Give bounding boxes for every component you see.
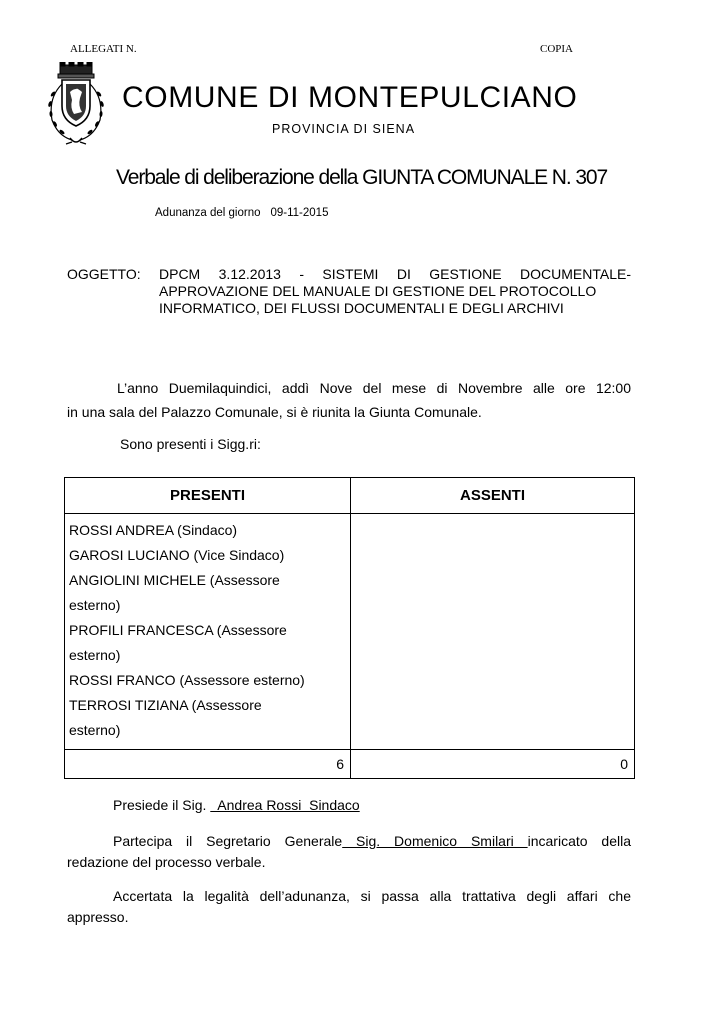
partecipa-prefix: Partecipa il Segretario Generale — [113, 833, 343, 849]
oggetto-text — [159, 266, 631, 317]
list-item: ANGIOLINI MICHELE (Assessore — [69, 572, 280, 588]
accertata-line: appresso. — [67, 909, 129, 925]
oggetto-line: INFORMATICO, DEI FLUSSI DOCUMENTALI E DEGLI ARCHIVI — [159, 300, 564, 316]
presenti-intro: Sono presenti i Sigg.ri: — [120, 436, 261, 452]
present-list — [65, 514, 351, 750]
presiede-line — [113, 797, 360, 813]
absent-count: 0 — [351, 750, 635, 779]
provincia-subtitle: PROVINCIA DI SIENA — [272, 122, 416, 136]
copia-label: COPIA — [540, 43, 574, 55]
table-header-row — [65, 478, 635, 514]
partecipa-suffix: incaricato della — [527, 833, 631, 849]
list-item: PROFILI FRANCESCA (Assessore — [69, 622, 287, 638]
adunanza-date: 09-11-2015 — [270, 207, 329, 219]
list-item: TERROSI TIZIANA (Assessore — [69, 697, 262, 713]
presiede-label: Presiede il Sig. — [113, 797, 207, 813]
allegati-label: ALLEGATI N. — [70, 43, 137, 55]
presenti-header: PRESENTI — [65, 478, 351, 514]
accertata-line: Accertata la legalità dell’adunanza, si passa alla trattativa degli affari che — [113, 888, 631, 904]
oggetto-line: APPROVAZIONE DEL MANUALE DI GESTIONE DEL PROTOCOLLO — [159, 283, 597, 299]
intro-line: L’anno Duemilaquindici, addì Nove del mese di Novembre alle ore 12:00 — [117, 380, 631, 396]
municipal-crest-icon — [42, 62, 110, 152]
present-count: 6 — [65, 750, 351, 779]
presiede-name: Andrea Rossi Sindaco — [210, 797, 360, 813]
attendance-table — [64, 477, 635, 779]
list-item: esterno) — [69, 647, 121, 663]
intro-paragraph — [67, 376, 631, 424]
table-row — [65, 750, 635, 779]
list-item: ROSSI FRANCO (Assessore esterno) — [69, 672, 305, 688]
partecipa-line: redazione del processo verbale. — [67, 854, 266, 870]
adunanza-line — [155, 207, 328, 219]
oggetto-label: OGGETTO: — [67, 266, 141, 282]
intro-line: in una sala del Palazzo Comunale, si è riunita la Giunta Comunale. — [67, 404, 482, 420]
oggetto-line: DPCM 3.12.2013 - SISTEMI DI GESTIONE DOCUMENTALE- — [159, 266, 631, 282]
list-item: GAROSI LUCIANO (Vice Sindaco) — [69, 547, 285, 563]
table-row — [65, 514, 635, 750]
adunanza-label: Adunanza del giorno — [155, 207, 261, 219]
list-item: esterno) — [69, 722, 121, 738]
list-item: ROSSI ANDREA (Sindaco) — [69, 522, 238, 538]
comune-title: COMUNE DI MONTEPULCIANO — [122, 81, 578, 114]
verbale-title: Verbale di deliberazione della GIUNTA COMUNALE N. 307 — [116, 166, 608, 189]
assenti-header: ASSENTI — [351, 478, 635, 514]
accertata-paragraph — [67, 886, 631, 928]
absent-list — [351, 514, 635, 750]
list-item: esterno) — [69, 597, 121, 613]
partecipa-line — [67, 831, 631, 852]
segretario-name: Sig. Domenico Smilari — [342, 833, 528, 849]
partecipa-paragraph — [67, 831, 631, 873]
